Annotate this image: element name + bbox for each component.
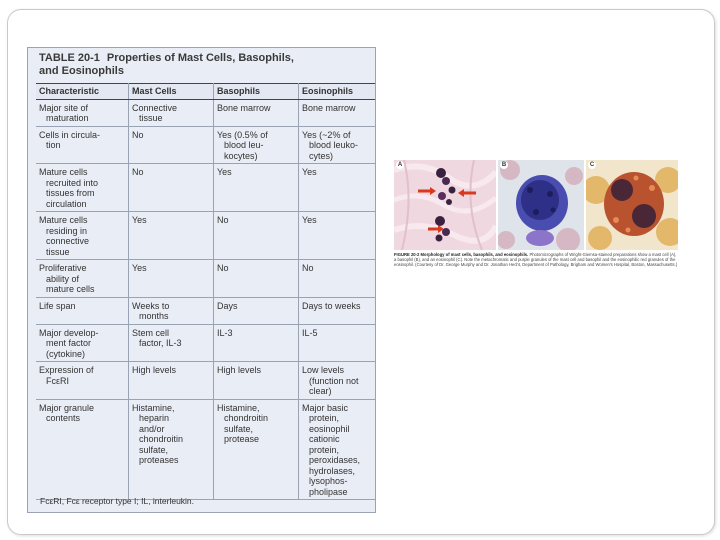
micrograph-mast-cell [394,160,496,250]
cell-eosinophils [299,362,376,400]
cell-line: clear) [309,386,332,396]
cell-line: blood leu- [224,140,264,150]
cell-mast-cells [129,324,214,362]
cell-basophils [214,212,299,260]
table-row [36,126,375,164]
cell-basophils [214,324,299,362]
cell-line: protein, [309,413,340,423]
cell-line: chondroitin [224,413,269,423]
cell-line: Yes [302,215,317,225]
cell-line: Major granule [39,402,95,413]
cell-line: Days [217,300,238,311]
cell-line: Major basic [302,402,349,413]
cell-eosinophils [299,164,376,212]
cell-basophils [214,362,299,400]
cell-basophils [214,99,299,126]
cell-line: sulfate, [224,423,254,434]
table-header-row [36,84,375,100]
cell-line: (function not [309,375,359,386]
header-basophils: Basophils [214,84,299,100]
cell-eosinophils [299,324,376,362]
cell-line: and/or [139,423,165,434]
cell-line: blood leuko- [309,140,359,150]
header-characteristic: Characteristic [36,84,129,100]
cell-mast-cells [129,126,214,164]
cell-line: tissue [139,113,163,123]
cell-line: eosinophil [309,423,350,434]
cell-mast-cells [129,362,214,400]
cell-line: Bone marrow [302,102,356,113]
table-title-line1: Properties of Mast Cells, Basophils, [106,52,294,64]
cell-line: Connective [132,102,178,113]
cell-line: No [217,215,229,225]
cell-characteristic [36,324,129,362]
cell-line: cytes) [309,150,334,161]
cell-line: No [217,263,229,273]
micrograph-basophil [498,160,584,250]
cell-basophils [214,164,299,212]
cell-line: connective [46,236,90,246]
cell-characteristic [36,99,129,126]
table-row [36,212,375,260]
figure-caption-text: Photomicrographs of Wright-Giemsa-stained preparations show a mast cell (A), a basophil (B), and an eosinophil (C). Note the metachromatic and purple granules of the mast cell and basophil and the eosinophilic red granules of the eosinophil. (Courtesy of Dr. George Murphy and Dr. Jonathan Hecht, Department of Pathology, Brigham and Women's Hospital, Boston, Massachusetts.) [394,252,678,267]
cell-line: tissue [46,246,70,257]
cell-line: mature cells [46,284,95,294]
cell-mast-cells [129,212,214,260]
table-row [36,297,375,324]
cell-basophils [214,297,299,324]
figure [394,160,678,274]
panel-label-b: B [501,162,507,168]
cell-line: (cytokine) [46,348,86,359]
cell-line: FcεRI [46,375,70,386]
cell-line: Yes (0.5% of [217,129,268,140]
cell-line: circulation [46,198,87,209]
table-row [36,362,375,400]
table-row [36,324,375,362]
cell-line: Histamine, [132,402,175,413]
table-panel [27,47,376,513]
cell-line: Yes [217,167,232,177]
cell-line: IL-3 [217,327,233,338]
panel-label-c: C [589,162,595,168]
cell-line: Life span [39,300,76,311]
cell-line: Weeks to [132,300,170,311]
cell-characteristic [36,399,129,500]
cell-line: Yes [132,263,147,273]
cell-line: peroxidases, [309,455,361,465]
cell-line: No [132,167,144,177]
cell-line: IL-5 [302,327,318,338]
cell-line: ability of [46,273,80,284]
cell-eosinophils [299,126,376,164]
table-body [36,99,375,500]
cell-characteristic [36,362,129,400]
cell-line: Stem cell [132,327,170,338]
cell-line: chondroitin [139,434,184,444]
cell-line: Yes [132,215,147,225]
cell-eosinophils [299,260,376,298]
cell-line: contents [46,413,81,423]
cell-line: High levels [132,365,177,375]
figure-caption [394,252,678,267]
cell-mast-cells [129,99,214,126]
table-row [36,260,375,298]
panel-label-a: A [397,162,403,168]
cell-line: hydrolases, [309,465,356,476]
cell-line: Expression of [39,365,94,375]
properties-table [36,83,375,500]
cell-line: High levels [217,365,262,375]
figure-caption-title: FIGURE 20-2 Morphology of mast cells, basophils, and eosinophils. [394,252,529,257]
cell-line: No [302,263,314,273]
cell-line: tissues from [46,188,95,198]
cell-line: proteases [139,455,179,465]
cell-line: recruited into [46,177,99,188]
cell-basophils [214,399,299,500]
cell-mast-cells [129,297,214,324]
cell-line: Days to weeks [302,300,361,311]
cell-line: Major develop- [39,327,99,338]
cell-line: maturation [46,113,89,123]
table-row [36,399,375,500]
cell-line: tion [46,140,61,150]
cell-characteristic [36,164,129,212]
table-row [36,99,375,126]
cell-line: ment factor [46,338,92,348]
cell-line: Major site of [39,102,89,113]
cell-mast-cells [129,164,214,212]
cell-line: Low levels [302,365,345,375]
table-footnote: FcεRI, Fcε receptor type I; IL, interleukin. [40,496,195,506]
cell-characteristic [36,212,129,260]
cell-line: months [139,311,169,321]
table-number: TABLE 20-1 [39,52,100,64]
cell-line: heparin [139,413,170,423]
cell-mast-cells [129,260,214,298]
cell-line: No [132,129,144,140]
cell-line: cationic [309,434,340,444]
header-eosinophils: Eosinophils [299,84,376,100]
cell-basophils [214,126,299,164]
cell-line: residing in [46,225,88,236]
header-mast-cells: Mast Cells [129,84,214,100]
table-title-line2: and Eosinophils [39,65,124,77]
cell-line: Yes (~2% of [302,129,351,140]
cell-line: Proliferative [39,263,87,273]
cell-line: Yes [302,167,317,177]
cell-line: pholipase [309,486,348,497]
cell-eosinophils [299,99,376,126]
table-row [36,164,375,212]
cell-line: sulfate, [139,444,169,455]
cell-line: Bone marrow [217,102,271,113]
cell-characteristic [36,297,129,324]
cell-eosinophils [299,297,376,324]
cell-line: Histamine, [217,402,260,413]
cell-basophils [214,260,299,298]
cell-line: Mature cells [39,215,88,225]
cell-line: factor, IL-3 [139,338,182,348]
cell-mast-cells [129,399,214,500]
micrograph-eosinophil [586,160,678,250]
cell-characteristic [36,260,129,298]
cell-line: Mature cells [39,167,88,177]
cell-line: kocytes) [224,150,258,161]
cell-line: protein, [309,444,340,455]
table-title [39,52,375,78]
cell-eosinophils [299,399,376,500]
cell-eosinophils [299,212,376,260]
cell-line: lysophos- [309,476,348,486]
cell-characteristic [36,126,129,164]
cell-line: Cells in circula- [39,129,101,140]
cell-line: protease [224,434,260,444]
